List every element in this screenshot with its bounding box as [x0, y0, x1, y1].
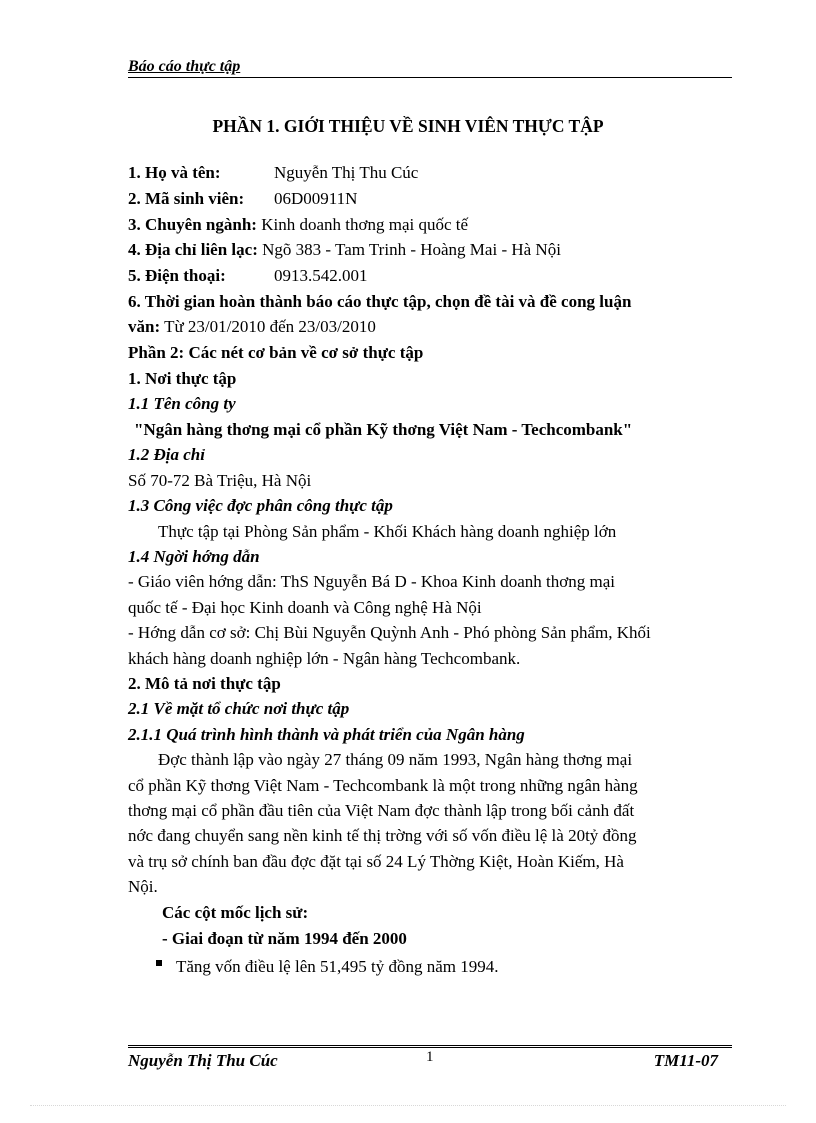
info-time-value: Từ 23/01/2010 đến 23/03/2010: [164, 317, 376, 336]
history-para-line-5: và trụ sở chính ban đầu đợc đặt tại số 24 Lý Thờng Kiệt, Hoàn Kiếm, Hà: [128, 852, 624, 871]
info-phone: [128, 264, 368, 288]
mentor-line-2: quốc tế - Đại học Kinh doanh và Công nghệ Hà Nội: [128, 598, 482, 617]
mentor-line-4: khách hàng doanh nghiệp lớn - Ngân hàng Techcombank.: [128, 649, 521, 668]
page-header: [128, 57, 732, 78]
info-id: [128, 187, 358, 211]
history-para-line-3: thơng mại cổ phần đầu tiên của Việt Nam đợc thành lập trong bối cảnh đất: [128, 801, 635, 820]
page-footer: [128, 1045, 732, 1078]
history-para-line-1: Đợc thành lập vào ngày 27 tháng 09 năm 1993, Ngân hàng thơng mại: [158, 750, 633, 769]
info-time-label-2: văn:: [128, 317, 161, 336]
history-heading: 2.1.1 Quá trình hình thành và phát triển của Ngân hàng: [128, 725, 525, 744]
info-major-value: Kinh doanh thơng mại quốc tế: [261, 215, 469, 234]
place-heading: 1. Nơi thực tập: [128, 369, 237, 388]
info-time-label: 6. Thời gian hoàn thành báo cáo thực tập, chọn đề tài và đề cong luận: [128, 292, 632, 311]
page-bottom-divider: [30, 1105, 786, 1106]
info-address-label: 4. Địa chỉ liên lạc:: [128, 240, 258, 259]
info-phone-value: 0913.542.001: [274, 266, 368, 285]
info-id-value: 06D00911N: [274, 189, 358, 208]
task-label: 1.3 Công việc đợc phân công thực tập: [128, 496, 393, 515]
period-heading: - Giai đoạn từ năm 1994 đến 2000: [162, 929, 407, 948]
org-heading: 2.1 Về mặt tổ chức nơi thực tập: [128, 699, 350, 718]
part2-heading: Phần 2: Các nét cơ bản về cơ sở thực tập: [128, 343, 424, 362]
info-address: [128, 238, 561, 262]
desc-heading: 2. Mô tả nơi thực tập: [128, 674, 281, 693]
footer-author: Nguyễn Thị Thu Cúc: [128, 1051, 278, 1070]
history-para-line-6: Nội.: [128, 877, 158, 896]
info-name-label: 1. Họ và tên:: [128, 163, 221, 182]
info-name: [128, 161, 419, 185]
info-name-value: Nguyễn Thị Thu Cúc: [274, 163, 419, 182]
address-value: Số 70-72 Bà Triệu, Hà Nội: [128, 471, 312, 490]
mentor-line-3: - Hớng dẫn cơ sở: Chị Bùi Nguyễn Quỳnh Anh - Phó phòng Sản phẩm, Khối: [128, 623, 651, 642]
info-major: [128, 213, 468, 237]
history-para-line-4: nớc đang chuyển sang nền kinh tế thị trờng với số vốn điều lệ là 20tỷ đồng: [128, 826, 637, 845]
bullet-square-icon: [156, 960, 162, 966]
task-value: Thực tập tại Phòng Sản phẩm - Khối Khách hàng doanh nghiệp lớn: [158, 522, 617, 541]
bullet-item: Tăng vốn điều lệ lên 51,495 tỷ đồng năm 1994.: [176, 957, 499, 976]
info-id-label: 2. Mã sinh viên:: [128, 189, 245, 208]
info-time: [128, 315, 376, 339]
footer-page-number: 1: [426, 1049, 434, 1065]
info-phone-label: 5. Điện thoại:: [128, 266, 226, 285]
header-title: Báo cáo thực tập: [128, 58, 241, 75]
footer-class-code: TM11-07: [653, 1051, 718, 1070]
mentor-label: 1.4 Ngời hớng dẫn: [128, 547, 260, 566]
milestones-heading: Các cột mốc lịch sử:: [162, 903, 309, 922]
info-major-label: 3. Chuyên ngành:: [128, 215, 257, 234]
address-label: 1.2 Địa chỉ: [128, 445, 205, 464]
mentor-line-1: - Giáo viên hớng dẫn: ThS Nguyễn Bá D - Khoa Kinh doanh thơng mại: [128, 572, 615, 591]
company-label: 1.1 Tên công ty: [128, 394, 236, 413]
section-title: PHẦN 1. GIỚI THIỆU VỀ SINH VIÊN THỰC TẬP: [212, 116, 604, 136]
company-name: "Ngân hàng thơng mại cổ phần Kỹ thơng Việt Nam - Techcombank": [134, 420, 633, 439]
history-para-line-2: cổ phần Kỹ thơng Việt Nam - Techcombank là một trong những ngân hàng: [128, 776, 638, 795]
info-address-value: Ngõ 383 - Tam Trinh - Hoàng Mai - Hà Nội: [262, 240, 561, 259]
